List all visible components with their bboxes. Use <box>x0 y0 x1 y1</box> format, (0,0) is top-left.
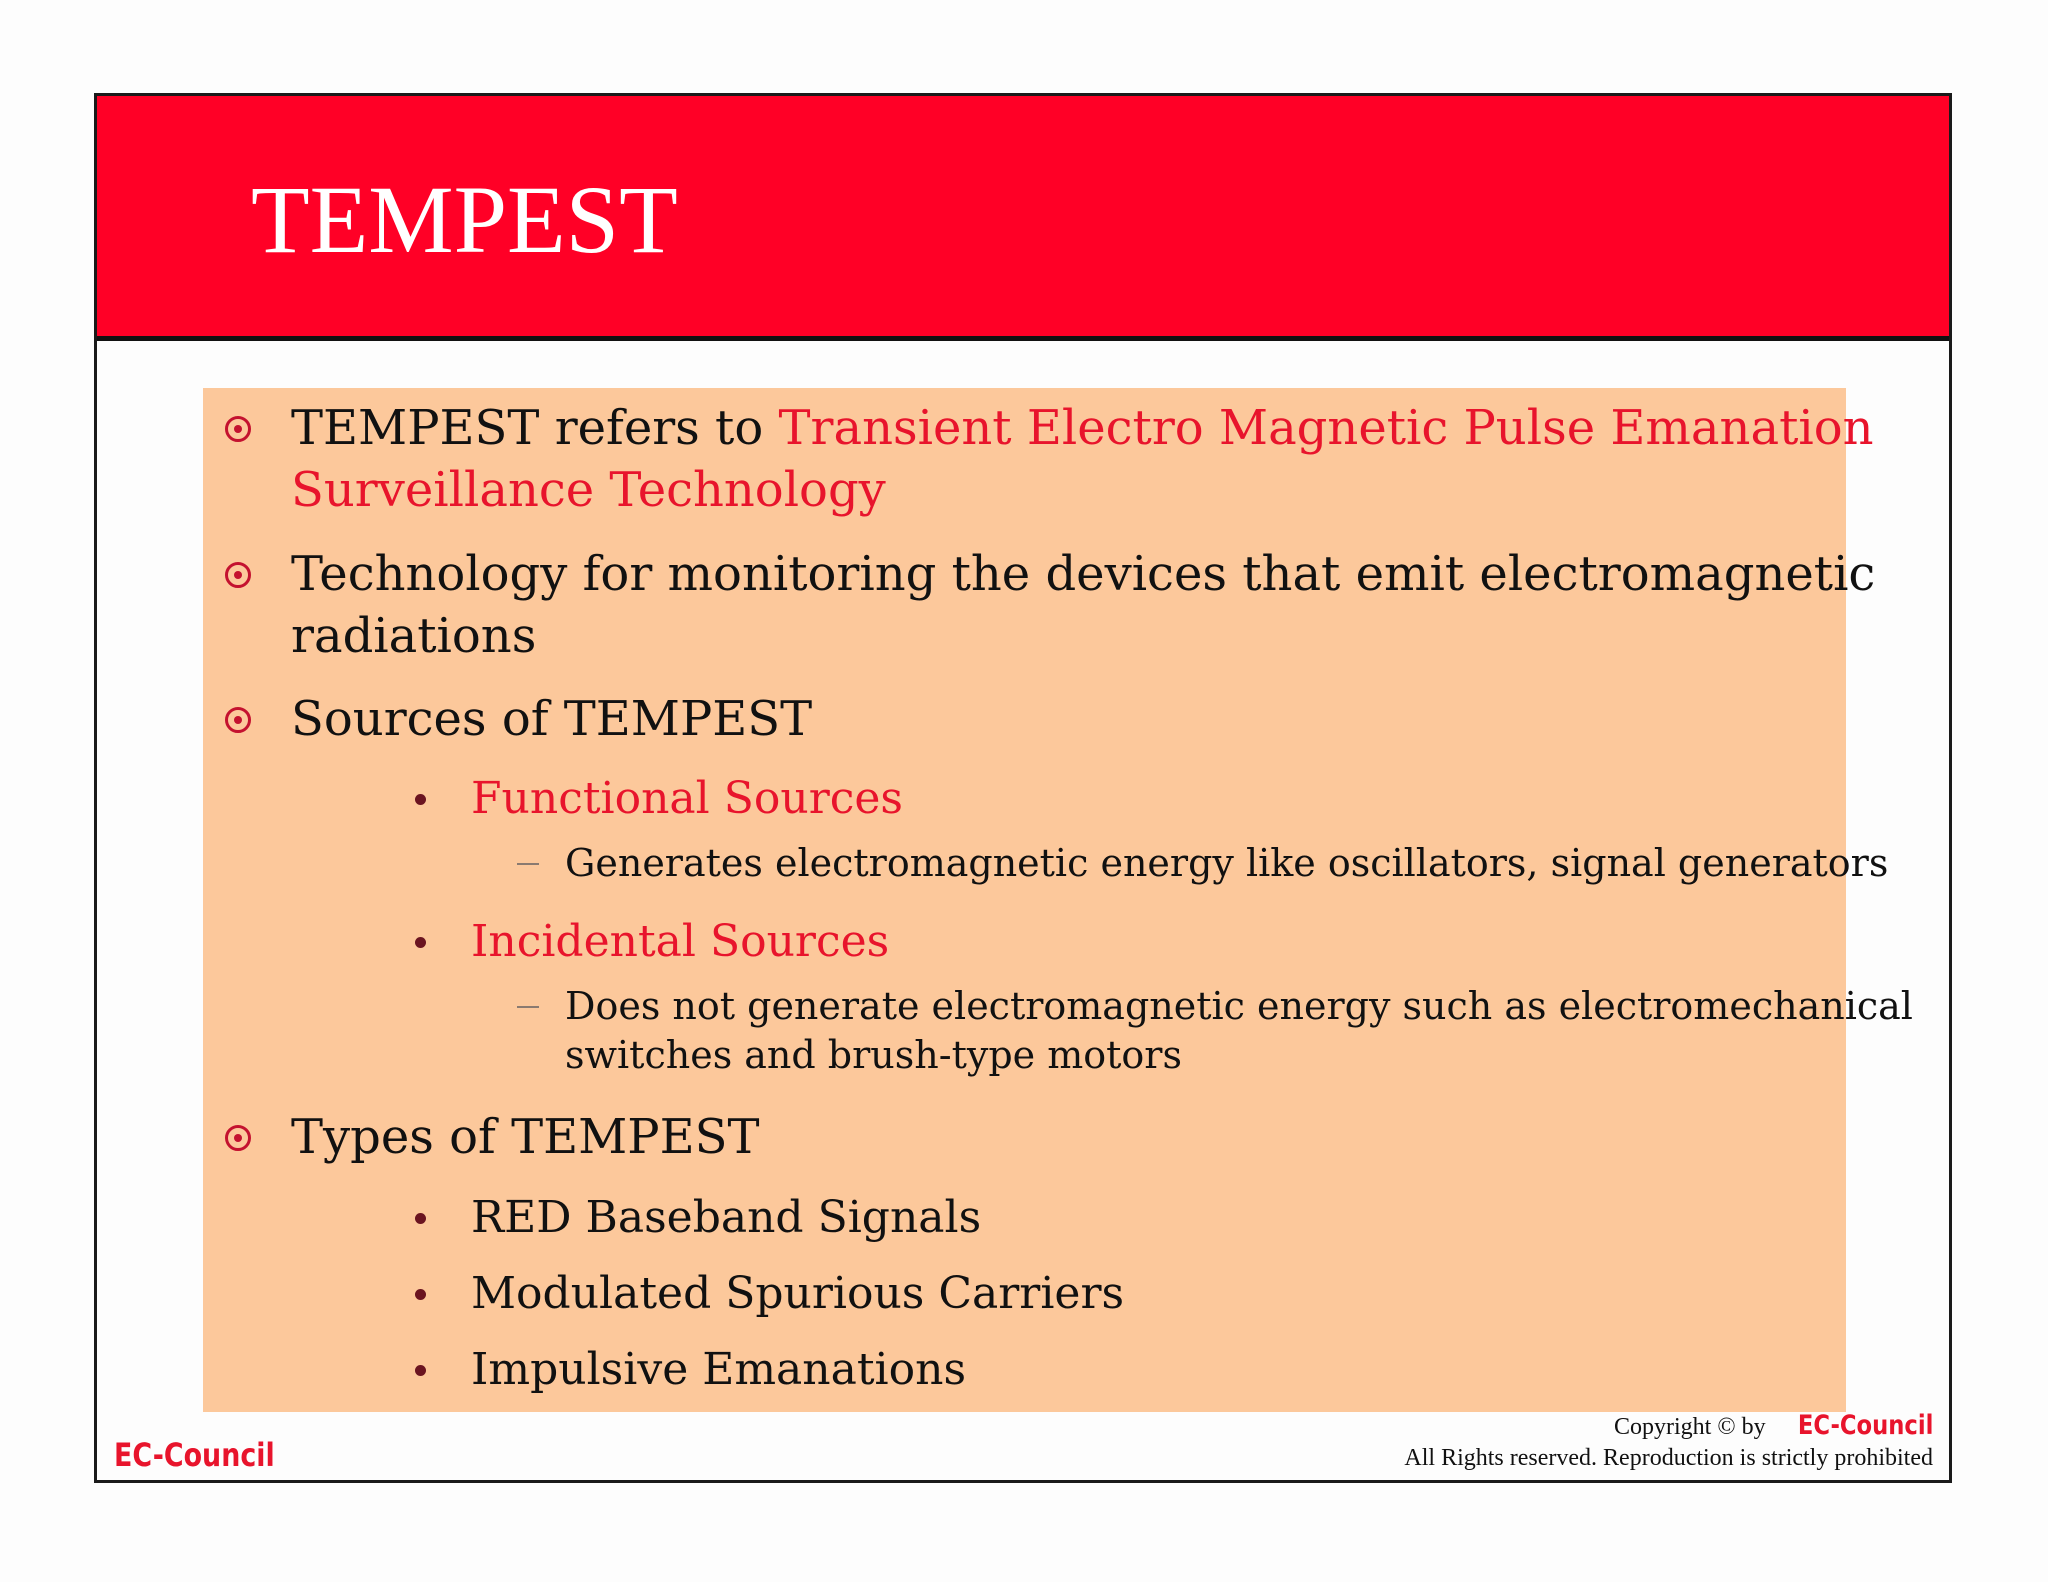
slide-title: TEMPEST <box>251 166 678 273</box>
bullet-definition-prefix: TEMPEST refers to <box>291 400 779 456</box>
ec-council-logo: EC-Council <box>114 1436 275 1474</box>
dot-icon <box>415 1365 426 1376</box>
bullet-types-text: Types of TEMPEST <box>291 1109 760 1165</box>
incidental-sources-detail-text1: Does not generate electromagnetic energy such as electromechanical <box>565 984 1913 1028</box>
content-box <box>203 388 1913 1412</box>
dash-icon <box>517 1006 539 1008</box>
circled-dot-icon <box>225 416 251 442</box>
functional-sources-label: Functional Sources <box>471 773 903 824</box>
incidental-sources-label: Incidental Sources <box>471 916 890 967</box>
tempest-expansion-part1: Transient Electro Magnetic Pulse Emanation <box>778 400 1874 456</box>
bullet-technology-text1: Technology for monitoring the devices that emit electromagnetic <box>291 546 1876 602</box>
title-bar <box>97 96 1949 341</box>
circled-dot-icon <box>225 707 251 733</box>
circled-dot-icon <box>225 1125 251 1151</box>
bullet-sources-text: Sources of TEMPEST <box>291 691 813 747</box>
modulated-carriers-text: Modulated Spurious Carriers <box>471 1268 1125 1319</box>
copyright-brand-logo: EC-Council <box>1797 1410 1933 1441</box>
red-baseband-text: RED Baseband Signals <box>471 1192 982 1243</box>
dot-icon <box>415 1289 426 1300</box>
bullet-technology-text2: radiations <box>291 608 537 664</box>
dot-icon <box>415 794 426 805</box>
incidental-sources-detail-text2: switches and brush-type motors <box>565 1033 1182 1077</box>
tempest-expansion-part2: Surveillance Technology <box>291 462 886 518</box>
dot-icon <box>415 937 426 948</box>
circled-dot-icon <box>225 562 251 588</box>
rights-line: All Rights reserved. Reproduction is strictly prohibited <box>1404 1445 1933 1471</box>
impulsive-emanations-text: Impulsive Emanations <box>471 1344 967 1395</box>
functional-sources-detail-text: Generates electromagnetic energy like oscillators, signal generators <box>565 841 1889 885</box>
dot-icon <box>415 1213 426 1224</box>
copyright-notice <box>1404 1410 1933 1474</box>
slide-frame <box>94 93 1952 1483</box>
copyright-prefix: Copyright © by <box>1614 1414 1772 1440</box>
dash-icon <box>517 863 539 865</box>
copyright-line <box>1404 1410 1933 1443</box>
